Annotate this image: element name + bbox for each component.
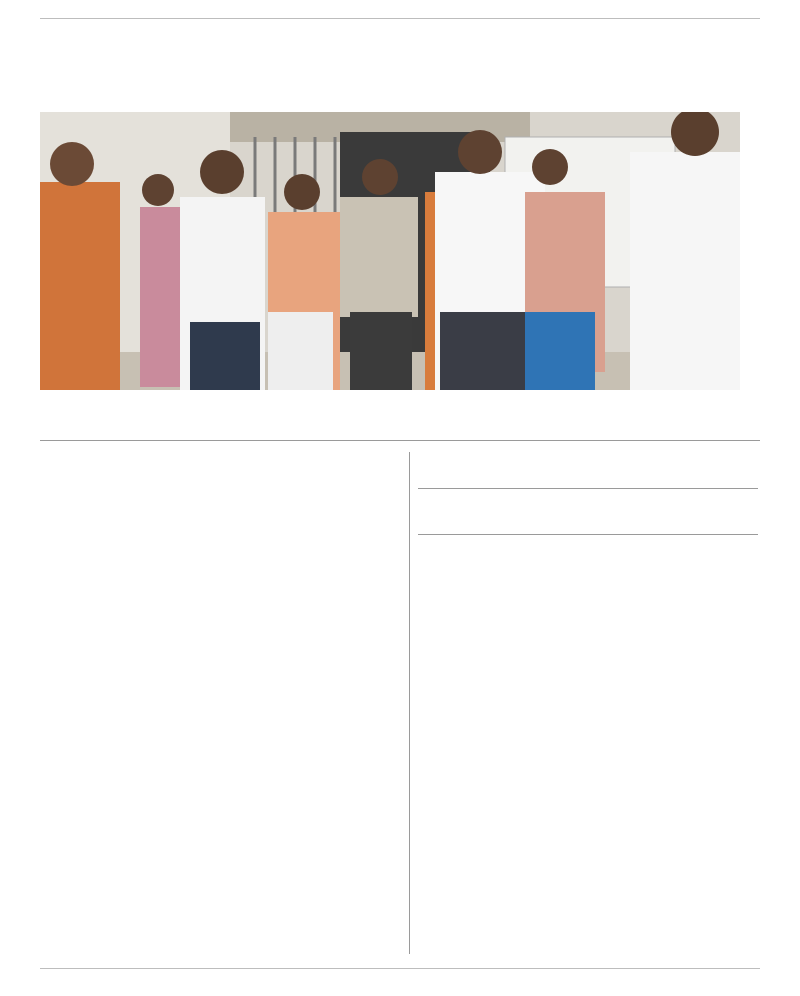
- photo-caption: [40, 402, 760, 432]
- news-photo-illustration: [40, 112, 740, 390]
- previous-article-cutoff: [40, 0, 760, 19]
- news-photo: [40, 112, 740, 390]
- next-article-cutoff: [40, 968, 760, 996]
- subheading-rule-bottom: [418, 534, 758, 535]
- article-column-right: [418, 545, 758, 950]
- caption-divider: [40, 440, 760, 441]
- article-subheading: [418, 490, 758, 532]
- subheading-rule-top: [418, 488, 758, 489]
- article-column-left: [40, 452, 400, 952]
- column-divider: [409, 452, 410, 954]
